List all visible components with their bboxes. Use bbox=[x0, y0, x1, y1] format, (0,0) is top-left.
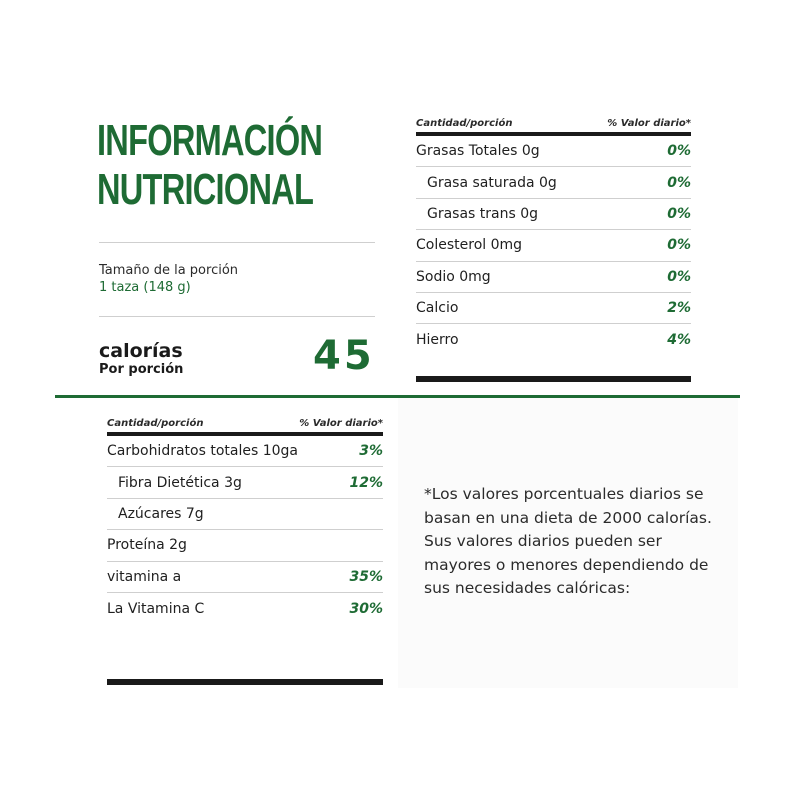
header-amount: Cantidad/porción bbox=[416, 118, 513, 129]
daily-value-percent: 35% bbox=[349, 568, 383, 585]
nutrient-name: Carbohidratos totales 10ga bbox=[107, 443, 298, 460]
table-row bbox=[416, 324, 691, 355]
daily-value-percent: 0% bbox=[667, 143, 691, 160]
title-line-2: NUTRICIONAL bbox=[97, 165, 314, 214]
table-row bbox=[107, 467, 383, 498]
daily-value-percent: 0% bbox=[667, 268, 691, 285]
divider bbox=[99, 316, 375, 317]
nutrient-name: Hierro bbox=[416, 332, 459, 349]
nutrient-name: Grasa saturada 0g bbox=[427, 174, 557, 191]
header-amount: Cantidad/porción bbox=[107, 418, 204, 429]
daily-value-percent: 30% bbox=[349, 600, 383, 617]
table-row bbox=[416, 167, 691, 198]
nutrient-name: Sodio 0mg bbox=[416, 268, 491, 285]
page-title bbox=[97, 116, 322, 214]
daily-value-percent: 3% bbox=[359, 443, 383, 460]
nutrient-name: Colesterol 0mg bbox=[416, 237, 523, 254]
calories-sublabel: Por porción bbox=[99, 362, 184, 377]
table-row bbox=[416, 293, 691, 324]
table-row bbox=[107, 499, 383, 530]
table-row bbox=[107, 530, 383, 561]
nutrient-name: Calcio bbox=[416, 300, 459, 317]
table-footer-rule bbox=[416, 376, 691, 382]
nutrient-name: vitamina a bbox=[107, 568, 182, 585]
table-footer-rule bbox=[107, 679, 383, 685]
nutrition-table-top bbox=[416, 112, 691, 384]
nutrient-name: Grasas Totales 0g bbox=[416, 143, 540, 160]
table-row bbox=[416, 230, 691, 261]
header-daily-value: % Valor diario* bbox=[299, 418, 383, 429]
daily-value-percent: 0% bbox=[667, 174, 691, 191]
table-row bbox=[416, 199, 691, 230]
daily-value-percent: 2% bbox=[667, 300, 691, 317]
table-body bbox=[107, 436, 383, 624]
serving-size-label: Tamaño de la porción bbox=[99, 263, 239, 278]
daily-value-percent: 0% bbox=[667, 205, 691, 222]
daily-value-percent: 0% bbox=[667, 237, 691, 254]
nutrient-name: Azúcares 7g bbox=[118, 505, 204, 522]
divider bbox=[99, 242, 375, 243]
table-header bbox=[416, 112, 691, 136]
header-daily-value: % Valor diario* bbox=[607, 118, 691, 129]
table-row bbox=[107, 593, 383, 624]
table-row bbox=[416, 262, 691, 293]
calories-label: calorías bbox=[99, 340, 183, 362]
title-line-1: INFORMACIÓN bbox=[97, 116, 323, 165]
table-header bbox=[107, 412, 383, 436]
nutrient-name: Grasas trans 0g bbox=[427, 205, 539, 222]
daily-value-percent: 12% bbox=[349, 474, 383, 491]
nutrient-name: Fibra Dietética 3g bbox=[118, 474, 242, 491]
daily-value-percent: 4% bbox=[667, 332, 691, 349]
daily-value-footnote: *Los valores porcentuales diarios se basan en una dieta de 2000 calorías. Sus valores diarios pueden ser mayores o menores dependiendo de sus necesidades calóricas: bbox=[424, 485, 712, 597]
serving-size-value: 1 taza (148 g) bbox=[99, 280, 191, 295]
table-row bbox=[107, 436, 383, 467]
nutrient-name: La Vitamina C bbox=[107, 600, 205, 617]
table-body bbox=[416, 136, 691, 356]
table-row bbox=[416, 136, 691, 167]
nutrient-name: Proteína 2g bbox=[107, 537, 187, 554]
calories-value: 45 bbox=[313, 333, 375, 379]
table-row bbox=[107, 562, 383, 593]
nutrition-table-bottom bbox=[107, 412, 383, 687]
